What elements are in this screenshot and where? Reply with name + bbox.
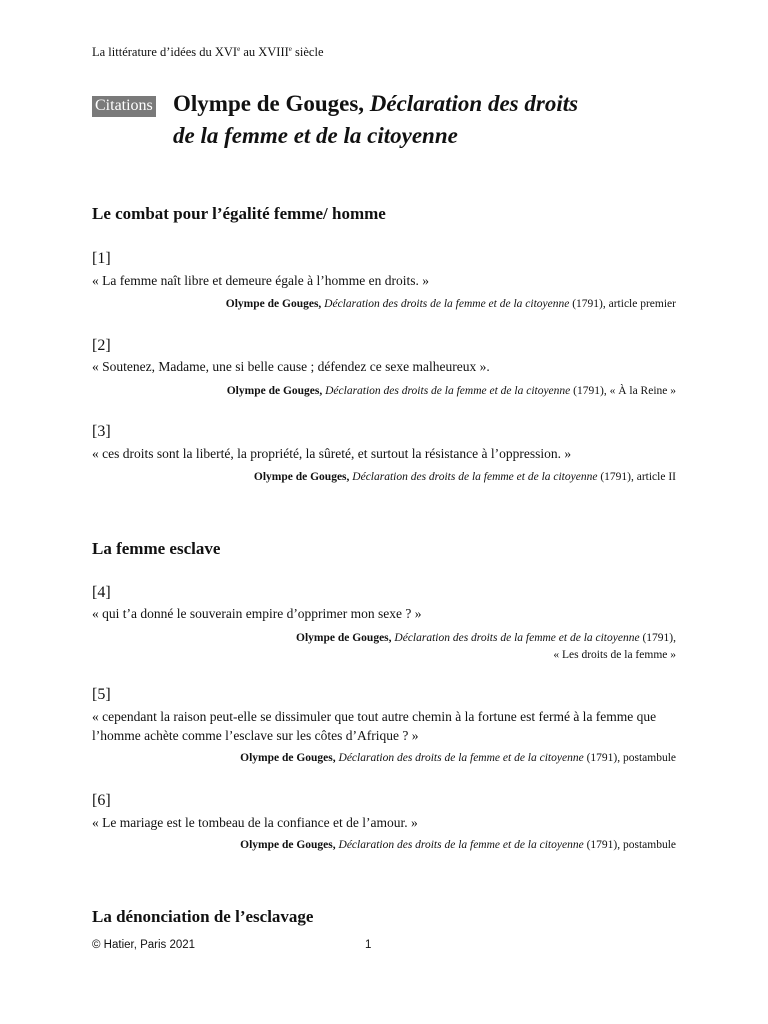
source-ref: (1791), « À la Reine »	[570, 385, 676, 397]
citation-text: « qui t’a donné le souverain empire d’opprimer mon sexe ? »	[92, 606, 422, 621]
citation-source	[76, 383, 676, 400]
citation-number: [1]	[92, 250, 111, 267]
source-ref: (1791), postambule	[583, 752, 676, 764]
title-work-line2: de la femme et de la citoyenne	[173, 123, 458, 148]
page-number: 1	[365, 939, 372, 951]
source-author: Olympe de Gouges,	[225, 298, 322, 310]
source-author: Olympe de Gouges,	[253, 471, 350, 483]
citation-source	[76, 750, 676, 767]
citation-number: [4]	[92, 584, 111, 601]
citation-number: [2]	[92, 337, 111, 354]
section-heading: La femme esclave	[92, 539, 221, 558]
source-work: Déclaration des droits de la femme et de la citoyenne	[352, 471, 598, 483]
page-title	[173, 88, 733, 152]
source-author: Olympe de Gouges,	[296, 632, 392, 644]
citation-source	[76, 296, 676, 313]
citations-badge: Citations	[92, 96, 156, 117]
citation-text: « La femme naît libre et demeure égale à l’homme en droits. »	[92, 273, 429, 288]
source-work: Déclaration des droits de la femme et de la citoyenne	[338, 839, 584, 851]
source-work: Déclaration des droits de la femme et de la citoyenne	[325, 385, 571, 397]
source-ref: (1791), article premier	[569, 298, 676, 310]
source-ref-line2: « Les droits de la femme »	[553, 649, 676, 661]
source-author: Olympe de Gouges,	[240, 839, 336, 851]
citation-text: « cependant la raison peut-elle se dissimuler que tout autre chemin à la fortune est fermé à la femme que l’homme achète comme l’esclave sur les côtes d’Afrique ? »	[92, 709, 657, 743]
title-author: Olympe de Gouges,	[173, 91, 365, 116]
citation-number: [6]	[92, 792, 111, 809]
source-work: Déclaration des droits de la femme et de la citoyenne	[324, 298, 570, 310]
title-work-line1: Déclaration des droits	[369, 91, 579, 116]
citation-source	[76, 837, 676, 854]
source-work: Déclaration des droits de la femme et de la citoyenne	[394, 632, 640, 644]
citation-source	[76, 630, 676, 664]
header-suffix: siècle	[291, 45, 324, 59]
source-work: Déclaration des droits de la femme et de la citoyenne	[338, 752, 584, 764]
header-sup-2: e	[288, 44, 292, 53]
source-author: Olympe de Gouges,	[226, 385, 323, 397]
section-heading: La dénonciation de l’esclavage	[92, 907, 314, 926]
citation-text: « ces droits sont la liberté, la propriété, la sûreté, et surtout la résistance à l’oppression. »	[92, 446, 572, 461]
source-ref: (1791), postambule	[583, 839, 676, 851]
header-sup-1: e	[237, 44, 241, 53]
footer-copyright: © Hatier, Paris 2021	[92, 939, 196, 951]
header-mid: au XVIII	[240, 45, 289, 59]
citation-number: [3]	[92, 423, 111, 440]
source-ref: (1791),	[639, 632, 676, 644]
citation-number: [5]	[92, 686, 111, 703]
header-prefix: La littérature d’idées du XVI	[92, 45, 238, 59]
section-heading: Le combat pour l’égalité femme/ homme	[92, 204, 386, 223]
citation-text: « Soutenez, Madame, une si belle cause ; défendez ce sexe malheureux ».	[92, 359, 490, 374]
citation-source	[76, 469, 676, 486]
source-ref: (1791), article II	[597, 471, 676, 483]
source-author: Olympe de Gouges,	[240, 752, 336, 764]
running-header	[92, 45, 324, 60]
citation-text: « Le mariage est le tombeau de la confiance et de l’amour. »	[92, 815, 418, 830]
